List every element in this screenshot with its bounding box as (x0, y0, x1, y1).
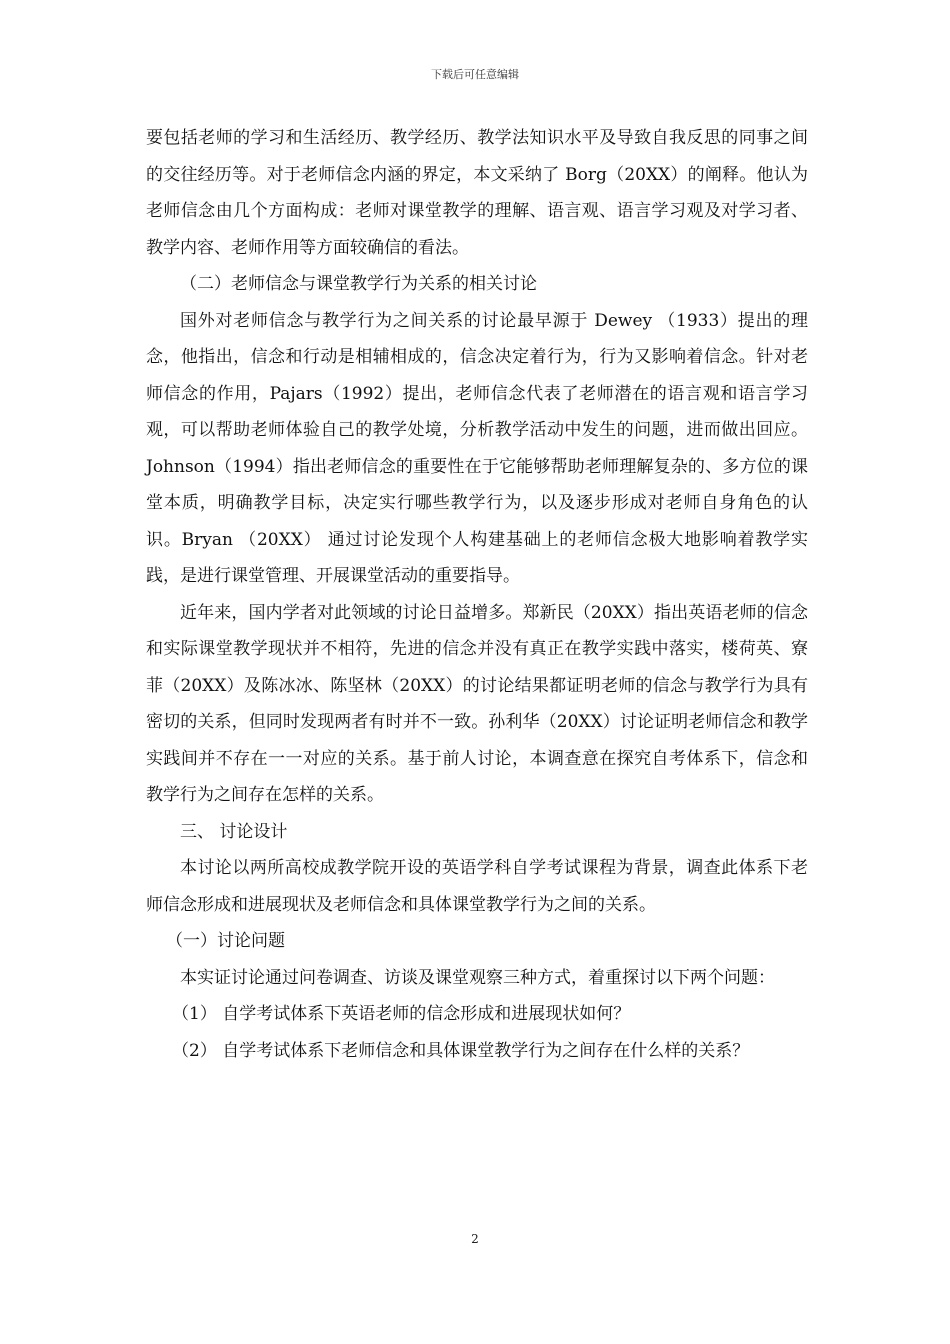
paragraph: 本实证讨论通过问卷调查、访谈及课堂观察三种方式，着重探讨以下两个问题： (180, 967, 775, 988)
question-item-2: （2） 自学考试体系下老师信念和具体课堂教学行为之间存在什么样的关系？ (172, 1040, 750, 1061)
page-header: 下载后可任意编辑 (431, 68, 519, 81)
paragraph-continuation: 要包括老师的学习和生活经历、教学经历、教学法知识水平及导致自我反思的同事之间的交往经历等。对于老师信念内涵的界定，本文采纳了 Borg（20XX）的阐释。他认为老师信念由几个方面构成：老师对课堂教学的理解、语言观、语言学习观及对学习者、教学内容、老师作用等方面较确信的看法。 (146, 128, 808, 258)
page-number: 2 (471, 1232, 479, 1246)
paragraph: 本讨论以两所高校成教学院开设的英语学科自学考试课程为背景，调查此体系下老师信念形成和进展现状及老师信念和具体课堂教学行为之间的关系。 (146, 858, 808, 915)
section-heading-2: （二）老师信念与课堂教学行为关系的相关讨论 (180, 274, 537, 294)
section-heading-3: 三、 讨论设计 (180, 821, 288, 842)
question-item-1: （1） 自学考试体系下英语老师的信念形成和进展现状如何？ (172, 1004, 631, 1024)
subsection-heading: （一）讨论问题 (166, 931, 285, 951)
paragraph: 近年来，国内学者对此领域的讨论日益增多。郑新民（20XX）指出英语老师的信念和实际课堂教学现状并不相符，先进的信念并没有真正在教学实践中落实，楼荷英、寮菲（20XX）及陈冰冰、陈坚林（20XX）的讨论结果都证明老师的信念与教学行为具有密切的关系，但同时发现两者有时并不一致。孙利华（20XX）讨论证明老师信念和教学实践间并不存在一一对应的关系。基于前人讨论，本调查意在探究自考体系下，信念和教学行为之间存在怎样的关系。 (146, 602, 808, 805)
paragraph: 国外对老师信念与教学行为之间关系的讨论最早源于 Dewey （1933）提出的理念，他指出，信念和行动是相辅相成的，信念决定着行为，行为又影响着信念。针对老师信念的作用，Pajars（1992）提出，老师信念代表了老师潜在的语言观和语言学习观，可以帮助老师体验自己的教学处境，分析教学活动中发生的问题，进而做出回应。Johnson（1994）指出老师信念的重要性在于它能够帮助老师理解复杂的、多方位的课堂本质，明确教学目标，决定实行哪些教学行为，以及逐步形成对老师自身角色的认识。Bryan （20XX） 通过讨论发现个人构建基础上的老师信念极大地影响着教学实践，是进行课堂管理、开展课堂活动的重要指导。 (146, 310, 808, 586)
document-body (146, 120, 808, 1069)
